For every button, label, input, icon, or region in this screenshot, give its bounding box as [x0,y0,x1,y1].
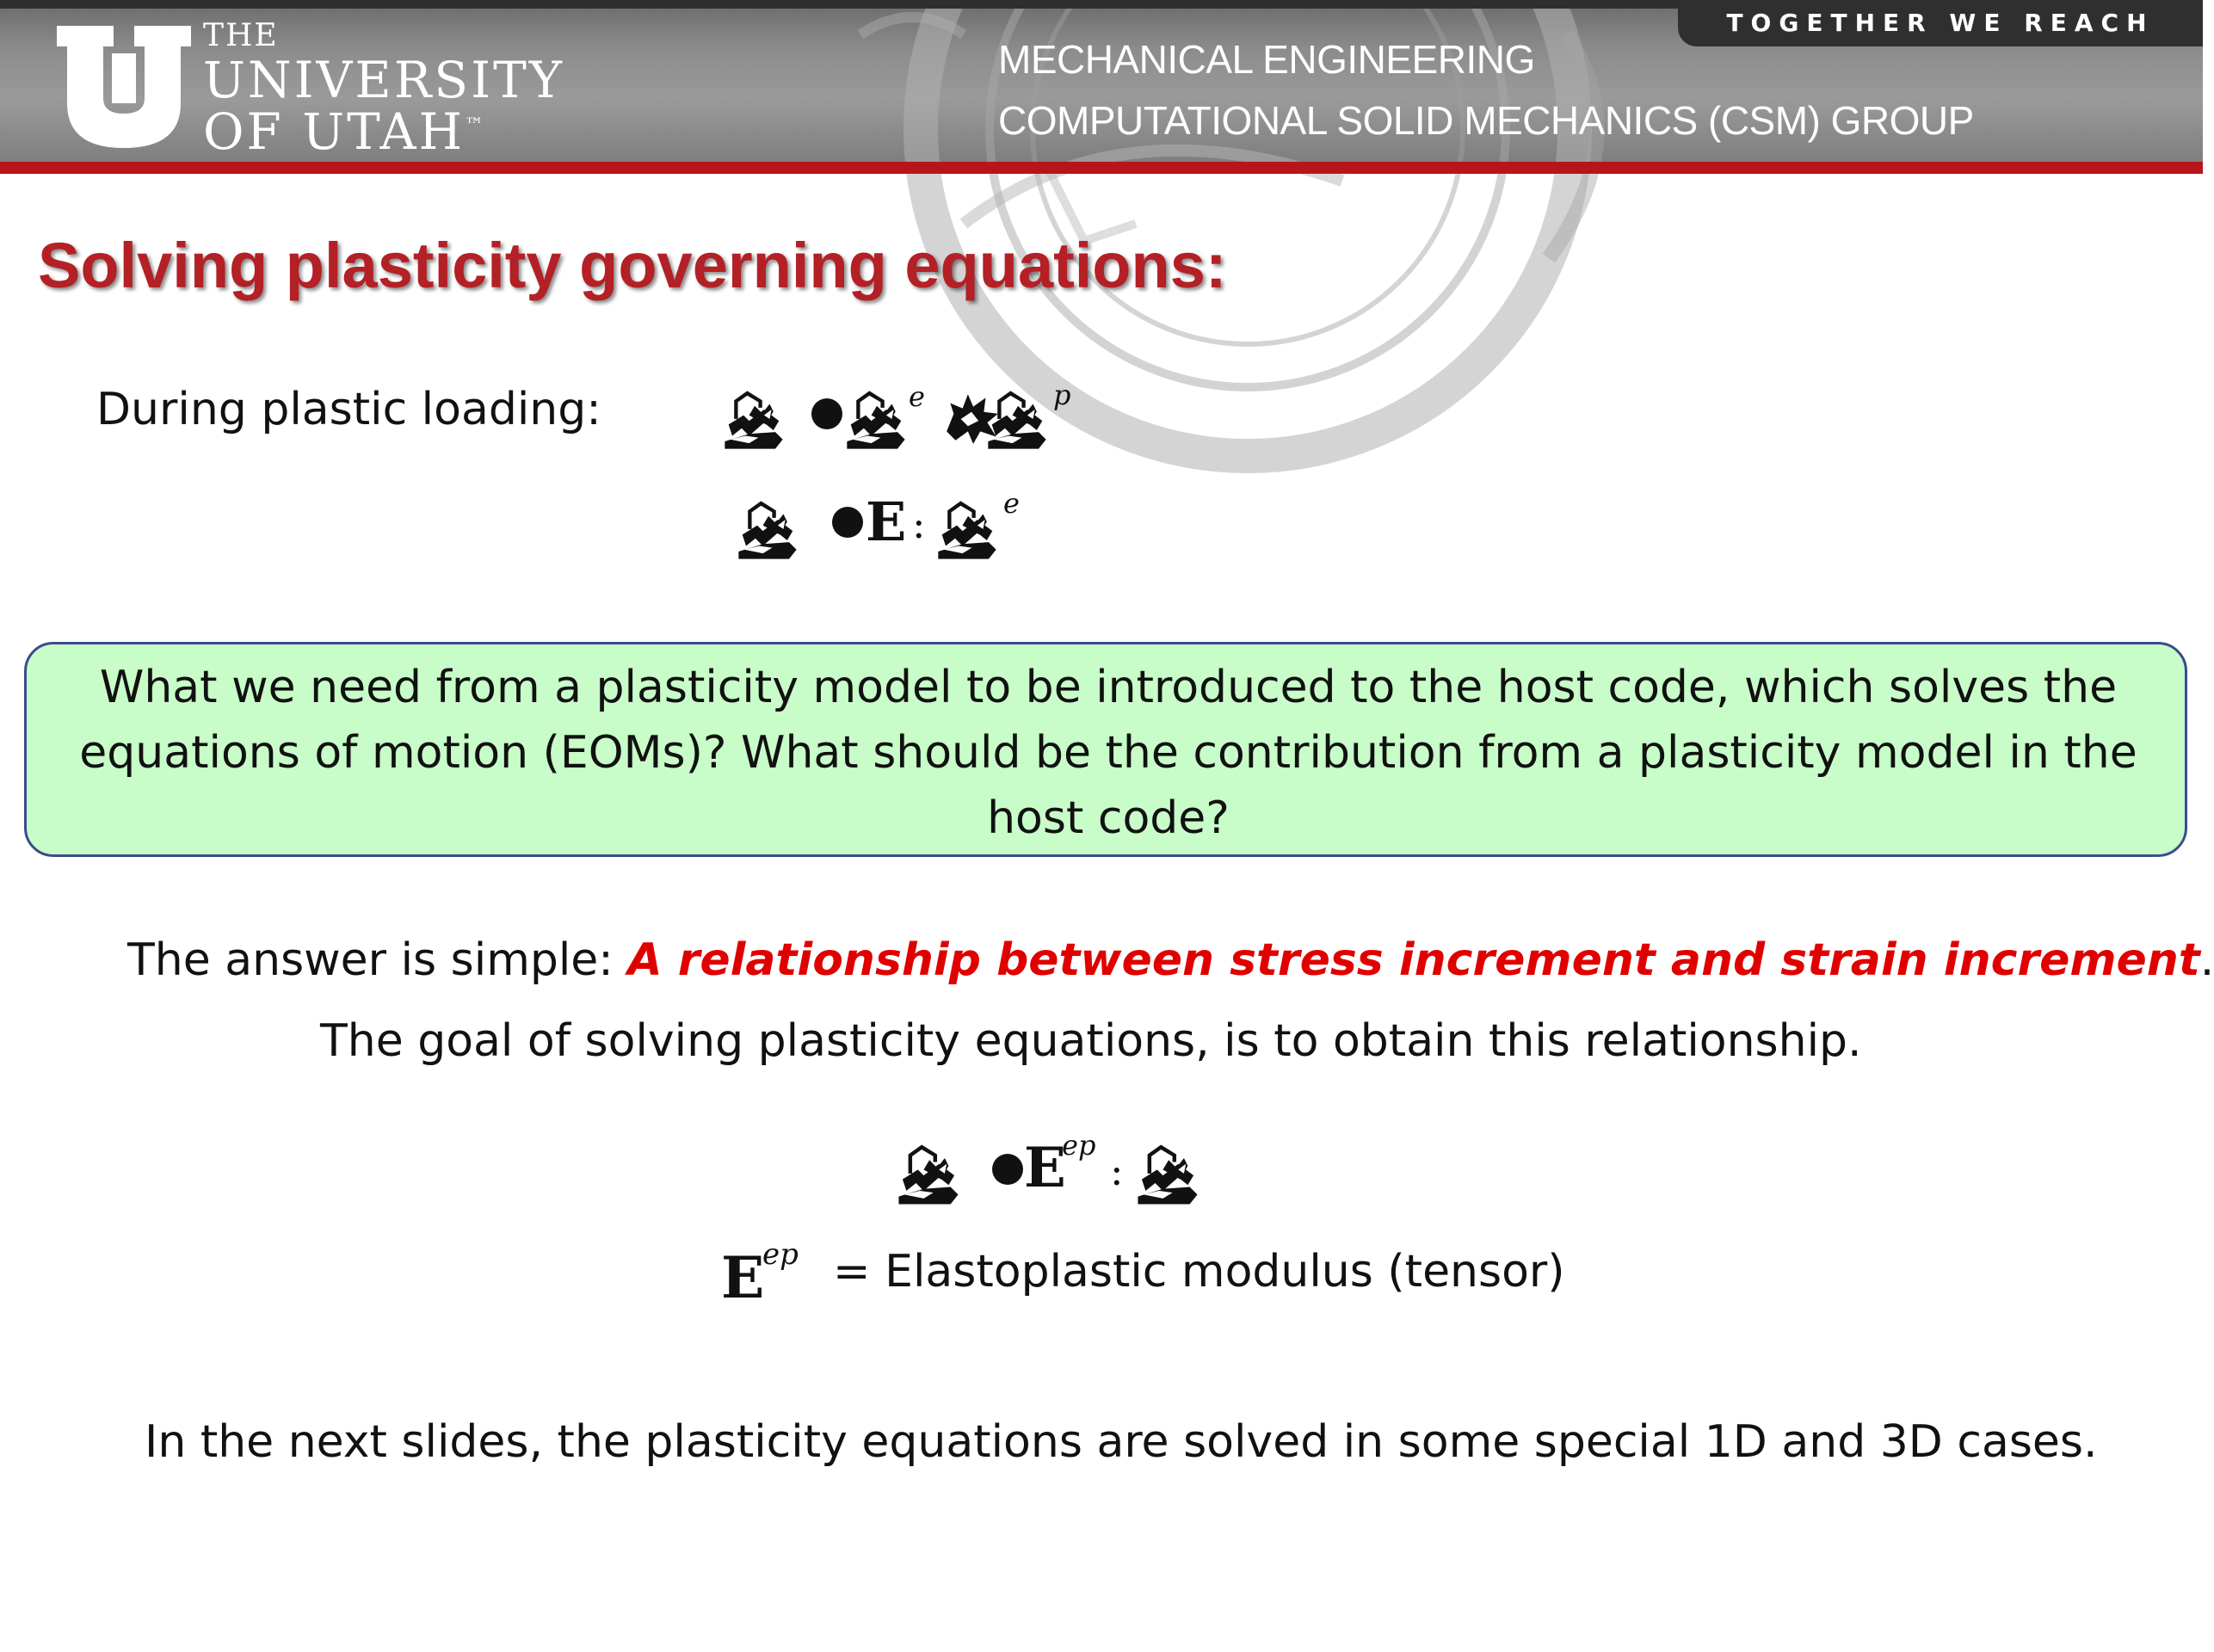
loading-label: During plastic loading: [96,384,601,435]
double-contraction-colon: : [1110,1148,1124,1194]
tagline: TOGETHER WE REACH [1726,9,2155,37]
closing-text: In the next slides, the plasticity equations are solved in some special 1D and 3D cases. [145,1416,2098,1468]
elastic-strain-glyph-icon [934,497,1000,563]
question-line-1: What we need from a plasticity model to be introduced to the host code, which solves the [99,662,2118,713]
stress-increment-glyph-icon [895,1141,962,1208]
modulus-definition-text: = Elastoplastic modulus (tensor) [833,1246,1565,1298]
logo-the: THE [203,18,279,53]
logo-university: UNIVERSITY [203,51,565,109]
slide-title: Solving plasticity governing equations: [38,230,1227,301]
modulus-superscript: ep [762,1237,799,1272]
header-banner [0,0,2203,165]
sup-ep: ep [1062,1129,1096,1162]
strain-increment-glyph-icon [1134,1141,1201,1208]
sup-e: e [909,380,925,413]
goal-text: The goal of solving plasticity equations, is to obtain this relationship. [320,1015,1862,1067]
question-box [24,642,2187,857]
question-line-2: equations of motion (EOMs)? What should be the contribution from a plasticity model in the [79,727,2137,779]
answer-emphasis: A relationship between stress increment and strain increment [627,934,2200,986]
plastic-strain-glyph-icon [984,387,1050,453]
logo-of-utah-text: OF UTAH [203,102,466,161]
answer-suffix: . [2199,934,2214,986]
university-wordmark [203,18,565,161]
answer-prefix: The answer is simple: [127,934,628,986]
strain-increment-glyph-icon [721,387,786,453]
double-contraction-colon: : [912,501,926,547]
elastic-strain-glyph-icon [843,387,909,453]
bullet-operator-icon [811,398,843,430]
department-name: MECHANICAL ENGINEERING [998,37,1535,82]
modulus-definition [721,1239,1582,1316]
logo-trademark: ™ [465,114,487,137]
header-red-rule [0,162,2203,174]
university-u-logo-icon[interactable] [55,24,193,150]
equation-strain-decomposition [721,379,1082,451]
bullet-operator-icon [831,506,864,539]
answer-line [127,934,2214,986]
equation-elastic-stress [735,487,1027,559]
sup-e: e [1003,487,1020,520]
sup-p: p [1053,379,1071,411]
question-line-3: host code? [987,792,1230,844]
bullet-operator-icon [991,1153,1024,1186]
elastic-modulus-symbol: E [866,490,907,553]
group-name: COMPUTATIONAL SOLID MECHANICS (CSM) GROUP [998,98,1974,143]
elastoplastic-modulus-symbol: E [1024,1136,1066,1200]
stress-increment-glyph-icon [735,497,800,563]
tagline-box [1678,0,2203,46]
equation-elastoplastic [895,1129,1222,1208]
logo-of-utah [203,102,564,161]
modulus-symbol: E [721,1244,765,1311]
